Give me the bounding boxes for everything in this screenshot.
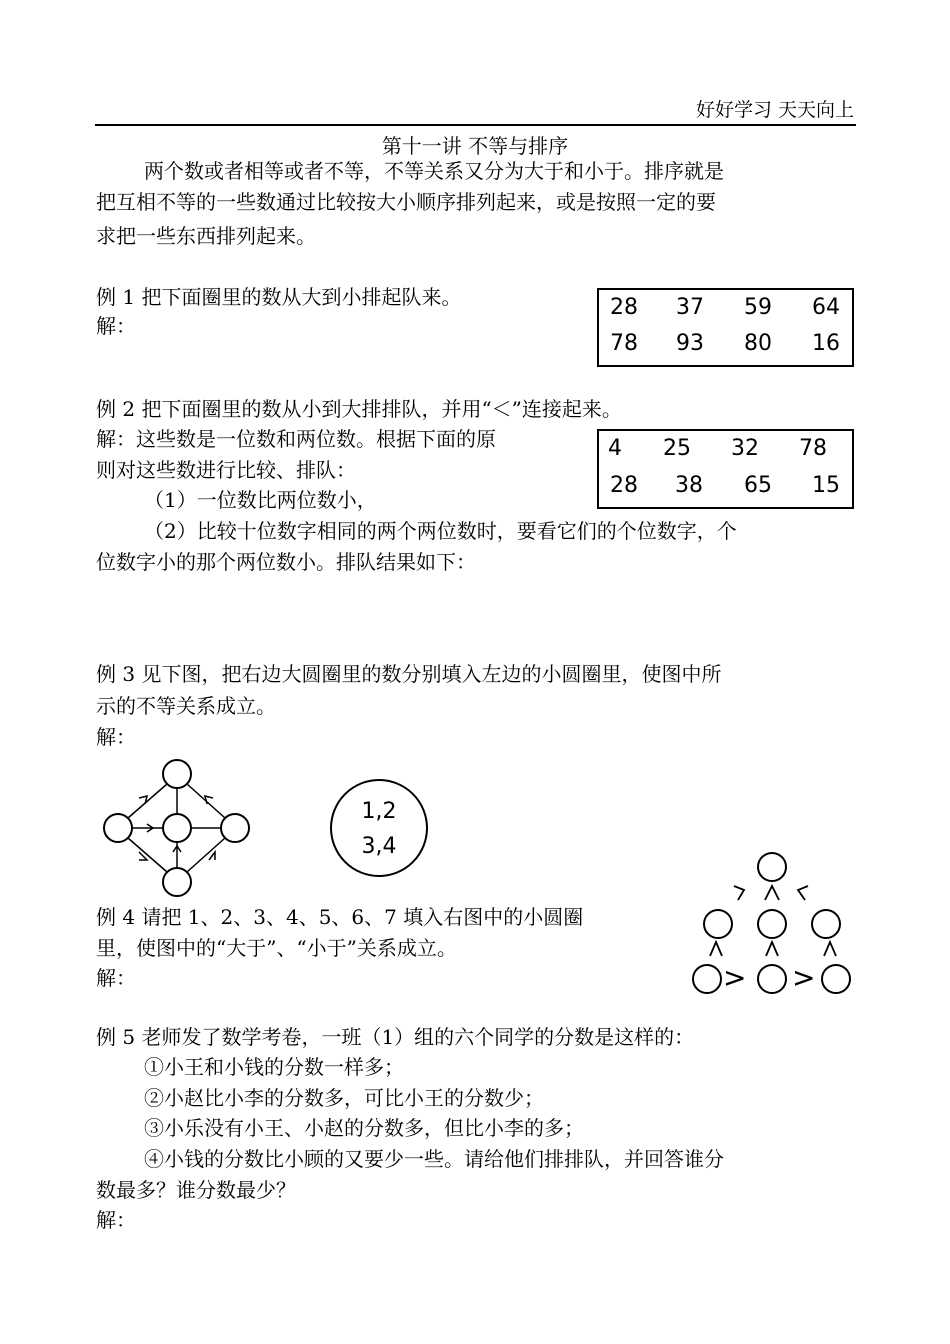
ex3-solution-label: 解： (96, 725, 136, 749)
ex2-solution-line-1: 解：这些数是一位数和两位数。根据下面的原 (96, 427, 496, 451)
ex1-number: 37 (676, 295, 704, 320)
ex3-small-circle-right (221, 814, 249, 842)
intro-line-3: 求把一些东西排列起来。 (96, 224, 316, 248)
ex1-number-box (597, 288, 854, 367)
ex5-solution-label: 解： (96, 1208, 136, 1232)
header-rule (95, 124, 856, 126)
ex4-circle-bottom-left (693, 965, 721, 993)
ex2-rule-1: （1）一位数比两位数小， (144, 488, 377, 512)
ex2-solution-line-2: 则对这些数进行比较、排队： (96, 458, 356, 482)
ex2-row-1 (599, 436, 852, 466)
ex4-circle-bottom-center (758, 965, 786, 993)
ex2-rule-2: （2）比较十位数字相同的两个两位数时，要看它们的个位数字，个 (144, 519, 737, 543)
ex2-number: 15 (812, 473, 840, 498)
ex5-question: 例 5 老师发了数学考卷，一班（1）组的六个同学的分数是这样的： (96, 1025, 695, 1049)
ex3-small-circle-center (163, 814, 191, 842)
ex2-number: 28 (610, 473, 638, 498)
ex2-number: 32 (731, 436, 759, 461)
ex2-row-2 (599, 473, 852, 503)
ex1-number: 28 (610, 295, 638, 320)
ex1-number: 16 (812, 331, 840, 356)
ex4-circle-bottom-right (822, 965, 850, 993)
ex4-pyramid-diagram (688, 848, 858, 1000)
ex3-small-circle-top (163, 760, 191, 788)
ex3-small-circle-bottom (163, 868, 191, 896)
ex1-solution-label: 解： (96, 314, 136, 338)
ex4-gt-sign-1: > (723, 961, 747, 994)
ex2-number: 65 (744, 473, 772, 498)
ex4-circle-mid-left (704, 910, 732, 938)
ex1-number: 59 (744, 295, 772, 320)
ex4-question-line-1: 例 4 请把 1、2、3、4、5、6、7 填入右图中的小圆圈 (96, 905, 584, 929)
ex4-circle-mid-center (758, 910, 786, 938)
ex1-number: 78 (610, 331, 638, 356)
ex1-question: 例 1 把下面圈里的数从大到小排起队来。 (96, 285, 462, 309)
ex2-question: 例 2 把下面圈里的数从小到大排排队，并用“＜”连接起来。 (96, 397, 622, 421)
page-title: 第十一讲 不等与排序 (381, 134, 569, 158)
ex3-question-line-2: 示的不等关系成立。 (96, 694, 276, 718)
ex4-question-line-2: 里，使图中的“大于”、“小于”关系成立。 (96, 936, 457, 960)
ex3-big-circle-line-1: 1,2 (361, 799, 397, 824)
ex3-question-line-1: 例 3 见下图，把右边大圆圈里的数分别填入左边的小圆圈里，使图中所 (96, 662, 722, 686)
ex4-circle-mid-right (812, 910, 840, 938)
ex5-condition-2: ②小赵比小李的分数多，可比小王的分数少； (144, 1086, 544, 1110)
ex3-small-circle-left (104, 814, 132, 842)
ex1-number: 80 (744, 331, 772, 356)
ex5-condition-4-continued: 数最多？谁分数最少？ (96, 1178, 296, 1202)
ex2-number-box (597, 429, 854, 509)
ex4-circle-top (758, 853, 786, 881)
ex2-rule-2-continued: 位数字小的那个两位数小。排队结果如下： (96, 550, 476, 574)
ex5-condition-1: ①小王和小钱的分数一样多； (144, 1055, 404, 1079)
ex1-number: 93 (676, 331, 704, 356)
ex1-row-1 (599, 295, 852, 325)
ex3-big-circle-line-2: 3,4 (361, 834, 397, 859)
ex5-condition-4: ④小钱的分数比小顾的又要少一些。请给他们排排队，并回答谁分 (144, 1147, 724, 1171)
ex3-diamond-diagram (95, 748, 265, 900)
intro-line-2: 把互相不等的一些数通过比较按大小顺序排列起来，或是按照一定的要 (96, 190, 716, 214)
intro-line-1: 两个数或者相等或者不等，不等关系又分为大于和小于。排序就是 (144, 159, 724, 183)
ex2-number: 38 (675, 473, 703, 498)
ex4-solution-label: 解： (96, 966, 136, 990)
header-motto: 好好学习 天天向上 (695, 99, 854, 121)
ex5-condition-3: ③小乐没有小王、小赵的分数多，但比小李的多； (144, 1116, 584, 1140)
ex4-gt-sign-2: > (792, 961, 816, 994)
ex2-number: 4 (608, 436, 622, 461)
ex3-big-circle (330, 779, 428, 877)
ex2-number: 78 (799, 436, 827, 461)
ex1-number: 64 (812, 295, 840, 320)
ex2-number: 25 (663, 436, 691, 461)
ex1-row-2 (599, 331, 852, 361)
